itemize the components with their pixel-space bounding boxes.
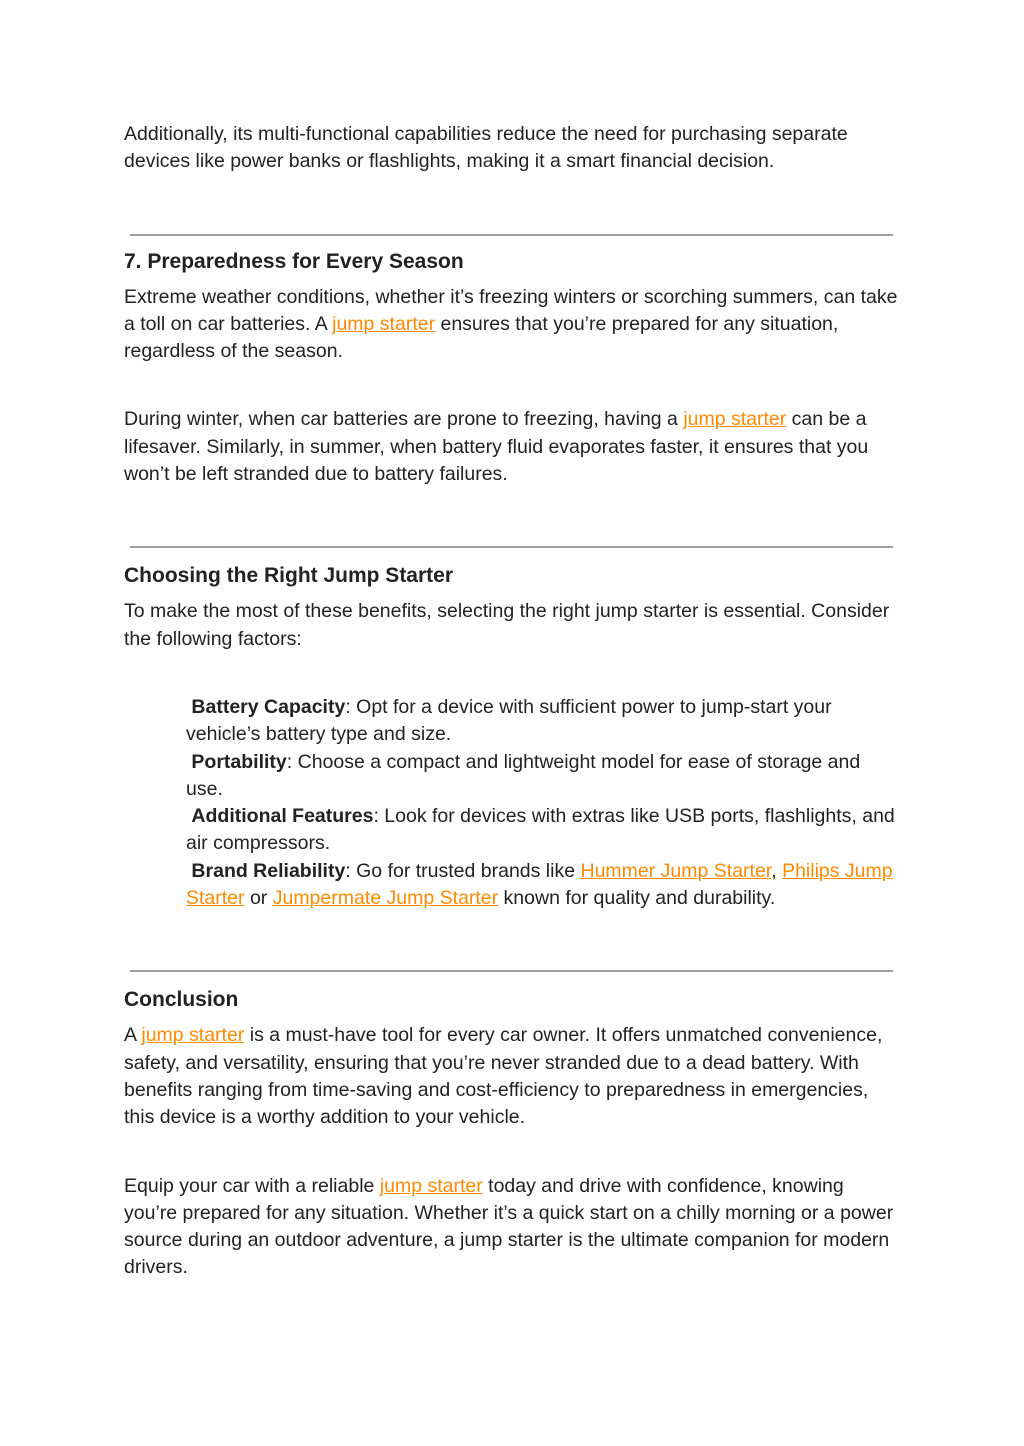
section-heading-preparedness: 7. Preparedness for Every Season: [124, 249, 464, 273]
section-heading-choosing: Choosing the Right Jump Starter: [124, 564, 454, 588]
preparedness-paragraph-2: During winter, when car batteries are prone to freezing, having a jump starter can be a lifesaver. Similarly, in summer, when battery fluid evaporates faster, it ensures that you won’t be left stranded due to battery failures.: [124, 408, 869, 486]
philips-jump-starter-link[interactable]: Philips Jump Starter: [186, 859, 893, 910]
list-item: Battery Capacity: Opt for a device with sufficient power to jump-start your vehicle’s battery type and size.: [186, 695, 832, 746]
jumpermate-jump-starter-link[interactable]: Jumpermate Jump Starter: [272, 887, 499, 910]
preparedness-paragraph-1: Extreme weather conditions, whether it’s freezing winters or scorching summers, can take a toll on car batteries. A jump starter ensures that you’re prepared for any situation, regardless of the season.: [124, 285, 898, 363]
section-divider: [130, 546, 893, 548]
conclusion-paragraph-1: A jump starter is a must-have tool for every car owner. It offers unmatched convenience, safety, and versatility, ensuring that you’re never stranded due to a dead battery. With benefits ranging from time-saving and cost-efficiency to preparedness in emergencies, this device is a worthy addition to your vehicle.: [124, 1024, 883, 1129]
list-item: Portability: Choose a compact and lightweight model for ease of storage and use.: [186, 750, 861, 800]
jump-starter-link[interactable]: jump starter: [379, 1174, 483, 1197]
section-heading-conclusion: Conclusion: [124, 988, 239, 1012]
list-item: Brand Reliability: Go for trusted brands like Hummer Jump Starter, Philips Jump Starter or Jumpermate Jump Starter known for quality and durability.: [186, 859, 893, 910]
jump-starter-link[interactable]: jump starter: [332, 312, 436, 335]
section-divider: [130, 234, 893, 236]
section-divider: [130, 970, 893, 972]
list-item: Additional Features: Look for devices with extras like USB ports, flashlights, and air compressors.: [186, 805, 895, 855]
jump-starter-link[interactable]: jump starter: [683, 408, 787, 431]
document-body: [124, 121, 900, 1282]
factors-list: [186, 694, 902, 912]
conclusion-paragraph-2: Equip your car with a reliable jump starter today and drive with confidence, knowing you’re prepared for any situation. Whether it’s a quick start on a chilly morning or a power source during an outdoor adventure, a jump starter is the ultimate companion for modern drivers.: [124, 1174, 894, 1279]
choosing-intro-paragraph: To make the most of these benefits, selecting the right jump starter is essential. Consider the following factors:: [124, 600, 890, 650]
intro-paragraph: Additionally, its multi-functional capabilities reduce the need for purchasing separate devices like power banks or flashlights, making it a smart financial decision.: [124, 123, 848, 173]
hummer-jump-starter-link[interactable]: Hummer Jump Starter: [580, 859, 772, 882]
jump-starter-link[interactable]: jump starter: [141, 1024, 245, 1047]
